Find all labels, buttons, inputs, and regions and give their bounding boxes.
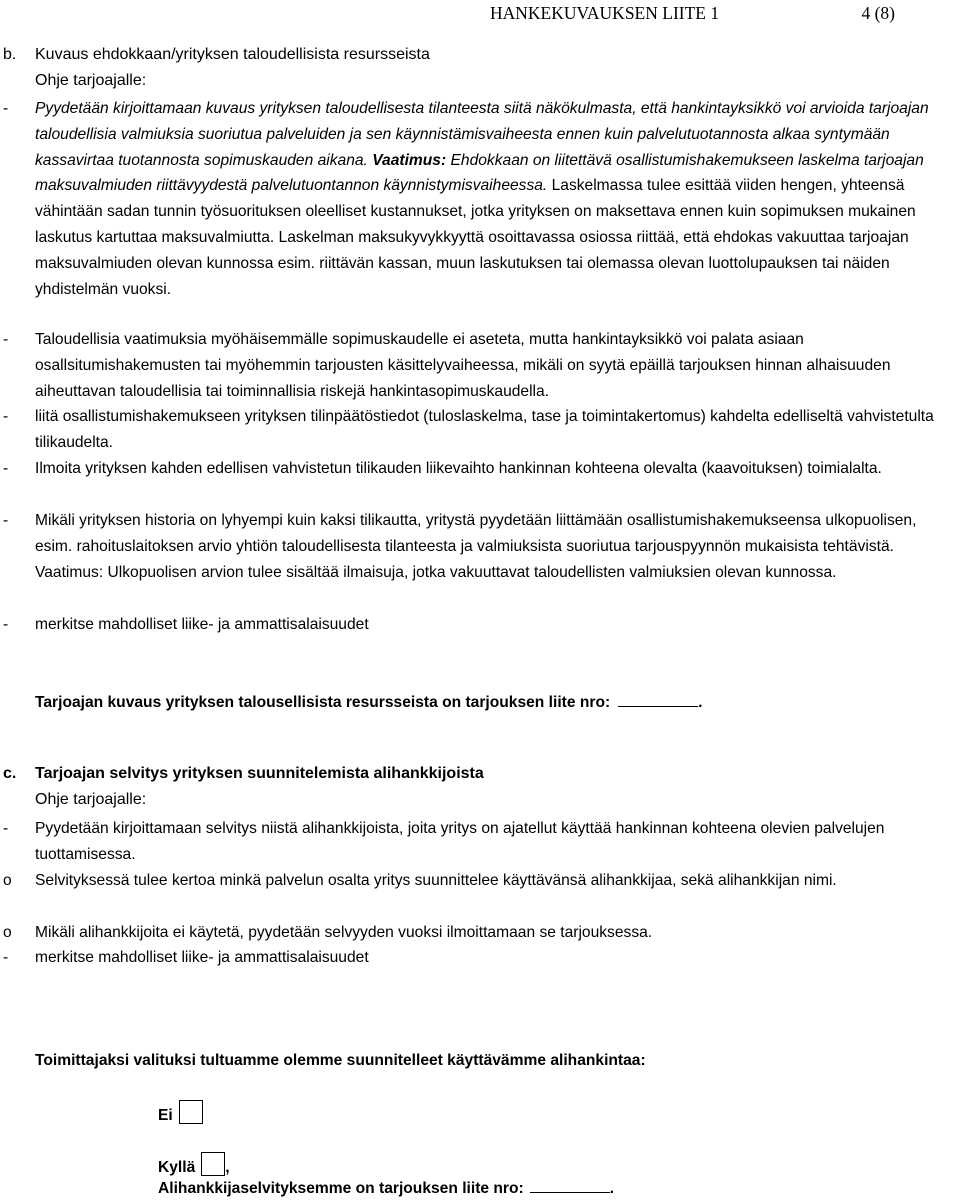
subcontractor-attachment-field[interactable] <box>530 1176 610 1193</box>
list-item <box>0 327 958 404</box>
section-c-title: Tarjoajan selvitys yrityksen suunnitelemista alihankkijoista <box>35 765 484 782</box>
dash-bullet: - <box>3 949 9 966</box>
header-title: HANKEKUVAUKSEN LIITE 1 <box>490 3 720 23</box>
section-c-heading <box>3 765 484 783</box>
section-b-statement <box>35 690 960 716</box>
list-item <box>0 945 958 971</box>
section-c-ohje: Ohje tarjoajalle: <box>35 791 147 808</box>
option-ei <box>158 1100 458 1129</box>
list-item <box>0 612 958 638</box>
item-text: Ilmoita yrityksen kahden edellisen vahvistetun tilikauden liikevaihto hankinnan kohteena olevalta (kaavoituksen) toimialalta. <box>35 460 882 477</box>
list-item <box>0 920 958 946</box>
dash-bullet: - <box>3 100 9 117</box>
dash-bullet: - <box>3 408 9 425</box>
dash-bullet: - <box>3 616 9 633</box>
circle-bullet: o <box>3 872 12 889</box>
section-b-heading <box>3 46 430 64</box>
list-item <box>0 868 958 894</box>
ei-checkbox[interactable] <box>179 1100 203 1124</box>
section-c-statement: Toimittajaksi valituksi tultuamme olemme suunnitelleet käyttävämme alihankintaa: <box>35 1052 646 1069</box>
item-text <box>35 96 958 302</box>
section-b-title: Kuvaus ehdokkaan/yrityksen taloudellisista resursseista <box>35 46 430 63</box>
list-item <box>0 816 958 868</box>
kylla-checkbox[interactable] <box>201 1152 225 1176</box>
list-item <box>0 508 958 585</box>
item-text: Mikäli alihankkijoita ei käytetä, pyydetään selvyyden vuoksi ilmoittamaan se tarjouksessa. <box>35 924 653 941</box>
item-text: merkitse mahdolliset liike- ja ammattisalaisuudet <box>35 616 369 633</box>
statement-period: . <box>698 694 703 711</box>
option-comma: , <box>225 1159 230 1176</box>
list-item <box>0 96 958 302</box>
subcontractor-attachment <box>158 1176 858 1202</box>
item-text: Selvityksessä tulee kertoa minkä palvelun osalta yritys suunnittelee käyttävänsä alihankkijaa, sekä alihankkijan nimi. <box>35 872 837 889</box>
dash-bullet: - <box>3 820 9 837</box>
section-b-ohje: Ohje tarjoajalle: <box>35 72 147 89</box>
item-text: Pyydetään kirjoittamaan selvitys niistä alihankkijoista, joita yritys on ajatellut käyttää hankinnan kohteena olevien palvelujen tuottamisessa. <box>35 820 885 863</box>
requirement-label: Vaatimus: <box>372 151 447 169</box>
item-text: liitä osallistumishakemukseen yrityksen tilinpäätöstiedot (tuloslaskelma, tase ja toimintakertomus) kahdelta edelliseltä vahvistetulta tilikaudelta. <box>35 408 934 451</box>
item-text: Taloudellisia vaatimuksia myöhäisemmälle sopimuskaudelle ei aseteta, mutta hankintayksikkö voi palata asiaan osallsitumishakemusten tai myöhemmin tarjousten käsittelyvaiheessa, mikäli on syytä epäillä tarjouksen hinnan alhaisuuden aiheuttavan taloudellisia tai toiminnallisia riskejä hankintasopimuskaudella. <box>35 331 891 400</box>
circle-bullet: o <box>3 924 12 941</box>
list-item <box>0 456 958 482</box>
option-kylla-label: Kyllä <box>158 1159 196 1176</box>
item-text: merkitse mahdolliset liike- ja ammattisalaisuudet <box>35 949 369 966</box>
dash-bullet: - <box>3 512 9 529</box>
option-ei-label: Ei <box>158 1107 173 1124</box>
dash-bullet: - <box>3 460 9 477</box>
attachment-period: . <box>609 1180 615 1197</box>
list-item <box>0 404 958 456</box>
section-b-letter: b. <box>3 46 17 63</box>
dash-bullet: - <box>3 331 9 348</box>
item-rest: Laskelmassa tulee esittää viiden hengen, yhteensä vähintään sadan tunnin työsuorituksen oleelliset kustannukset, jotka yrityksen on maksettava ennen kuin sopimuksen mukainen laskutus kartuttaa maksuvalmiutta. Laskelman maksukyvykkyyttä osoittavassa osiossa riittää, että ehdokas vakuuttaa tarjoajan maksuvalmiuden olevan kunnossa esim. riittävän kassan, muun laskutuksen tai olemassa olevan luottolupauksen tai näiden yhdistelmän vuoksi. <box>35 177 916 298</box>
item-text: Mikäli yrityksen historia on lyhyempi kuin kaksi tilikautta, yritystä pyydetään liittämään osallistumishakemukseensa ulkopuolisen, esim. rahoituslaitoksen arvio yhtiön taloudellisesta tilanteesta ja valmiuksista suoriutua tarjouspyynnön mukaisista tehtävistä. Vaatimus: Ulkopuolisen arvion tulee sisältää ilmaisuja, jotka vakuuttavat taloudellisten valmiuksien olevan kunnossa. <box>35 512 917 581</box>
requirement-text: Ehdokkaan on liitettävä osallistumishakemukseen laskelma tarjoajan maksuvalmiuden riittävyydestä palvelutuontannon käynnistymisvaiheessa. <box>35 151 924 195</box>
item-intro: Pyydetään kirjoittamaan kuvaus yrityksen taloudellisesta tilanteesta siitä näkökulmasta, että hankintayksikkö voi arvioida tarjoajan taloudellisia valmiuksia suoriutua palveluiden ja sen käynnistämisvaiheesta ennen kuin palvelutuotannosta alkaa syntymään kassavirtaa tuotannosta sopimuskauden aikana. <box>35 100 929 169</box>
attachment-number-field[interactable] <box>618 690 698 707</box>
attachment-label: Alihankkijaselvityksemme on tarjouksen liite nro: <box>158 1180 524 1197</box>
page-number: 4 (8) <box>861 3 895 23</box>
section-c-letter: c. <box>3 765 17 782</box>
statement-text: Tarjoajan kuvaus yrityksen talousellisista resursseista on tarjouksen liite nro: <box>35 694 611 711</box>
page-header <box>490 3 895 24</box>
